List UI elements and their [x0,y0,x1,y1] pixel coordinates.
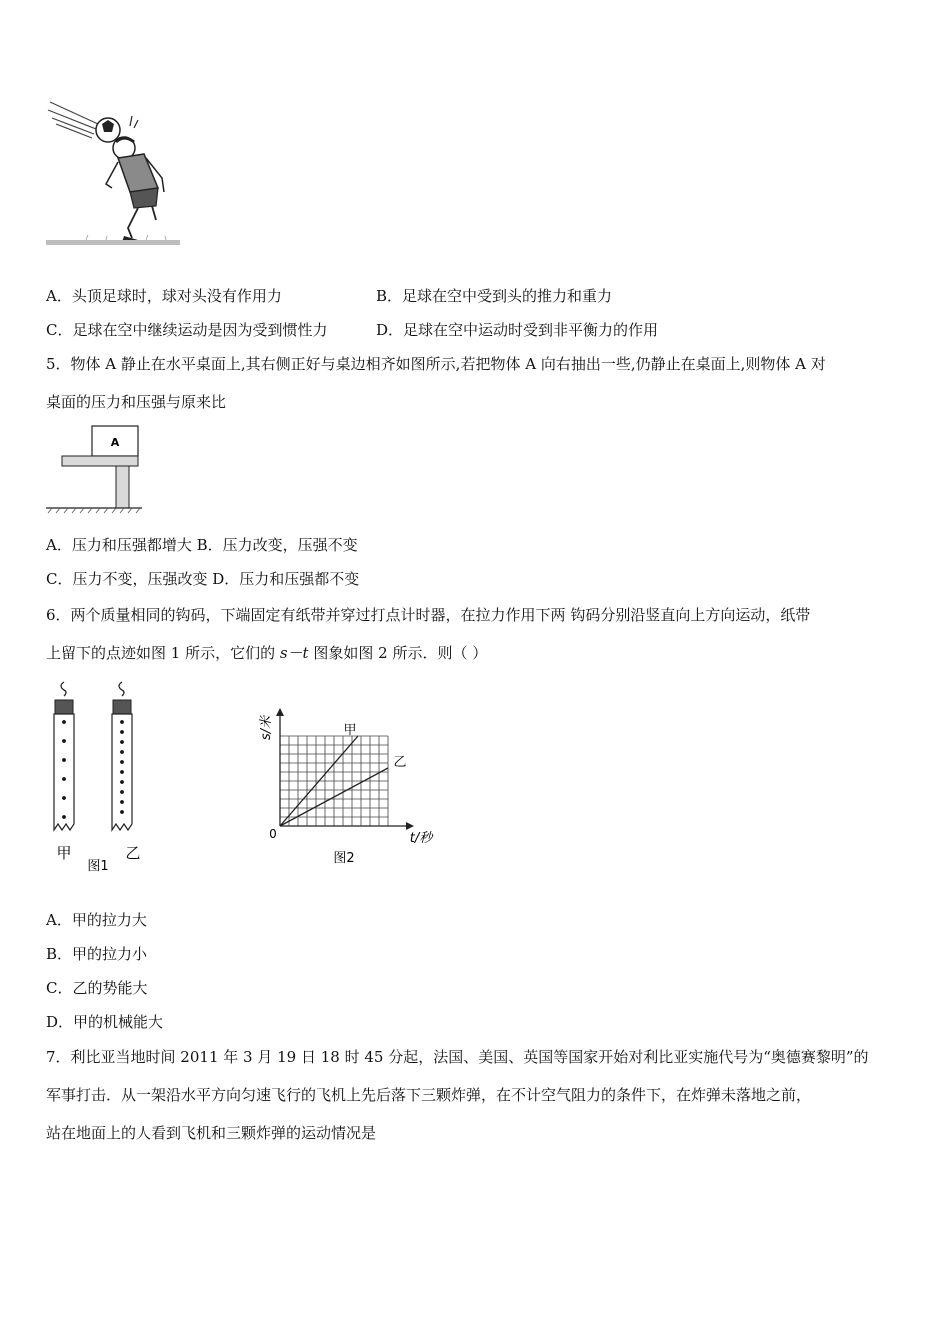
q7-stem-line1: 7．利比亚当地时间 2011 年 3 月 19 日 18 时 45 分起，法国、美国、英国等国家开始对利比亚实施代号为“奥德赛黎明”的 [46,1048,869,1066]
q4-option-c: C．足球在空中继续运动是因为受到惯性力 [46,321,328,339]
line-yi-label: 乙 [393,755,407,770]
st-graph-figure [256,700,446,870]
tape-figure-1 [46,678,156,878]
q7-stem-line2: 军事打击．从一架沿水平方向匀速飞行的飞机上先后落下三颗炸弹，在不计空气阻力的条件下，在炸弹未落地之前， [46,1086,812,1104]
table-block-figure [46,424,146,514]
q6-stem-line2-post: 图象如图 2 所示．则（ ） [308,644,488,662]
q7-stem-line3: 站在地面上的人看到飞机和三颗炸弹的运动情况是 [46,1124,377,1142]
y-axis-label: s/米 [259,715,274,741]
q6-option-a: A．甲的拉力大 [46,911,147,929]
q4-option-b: B．足球在空中受到头的推力和重力 [376,287,613,305]
q5-stem-line1: 5．物体 A 静止在水平桌面上,其右侧正好与桌边相齐如图所示,若把物体 A 向右抽出一些,仍静止在桌面上,则物体 A 对 [46,355,826,373]
q5-stem-line2: 桌面的压力和压强与原来比 [46,393,227,411]
origin-label: 0 [269,827,277,841]
figure2-caption: 图2 [333,851,355,866]
q5-options-line1: A．压力和压强都增大 B．压力改变，压强不变 [46,536,358,554]
tape-yi-label: 乙 [125,844,141,862]
q5-options-line2: C．压力不变，压强改变 D．压力和压强都不变 [46,570,360,588]
q6-option-d: D．甲的机械能大 [46,1013,164,1031]
heading-ball-figure [46,96,182,248]
q6-stem-line2-pre: 上留下的点迹如图 1 所示，它们的 [46,644,280,662]
q6-stem-st: s－t [279,644,309,662]
figure1-caption: 图1 [87,859,109,874]
q6-option-b: B．甲的拉力小 [46,945,148,963]
tape-jia-label: 甲 [56,844,72,862]
q4-option-d: D．足球在空中运动时受到非平衡力的作用 [376,321,659,339]
q4-option-a: A．头顶足球时，球对头没有作用力 [46,287,282,305]
line-jia-label: 甲 [343,723,357,738]
q6-option-c: C．乙的势能大 [46,979,148,997]
block-a-label: A [110,436,120,449]
x-axis-label: t/秒 [409,831,433,846]
q6-stem-line1: 6．两个质量相同的钩码，下端固定有纸带并穿过打点计时器，在拉力作用下两 钩码分别沿竖直向上方向运动，纸带 [46,606,811,624]
q6-stem-line2 [46,643,487,663]
